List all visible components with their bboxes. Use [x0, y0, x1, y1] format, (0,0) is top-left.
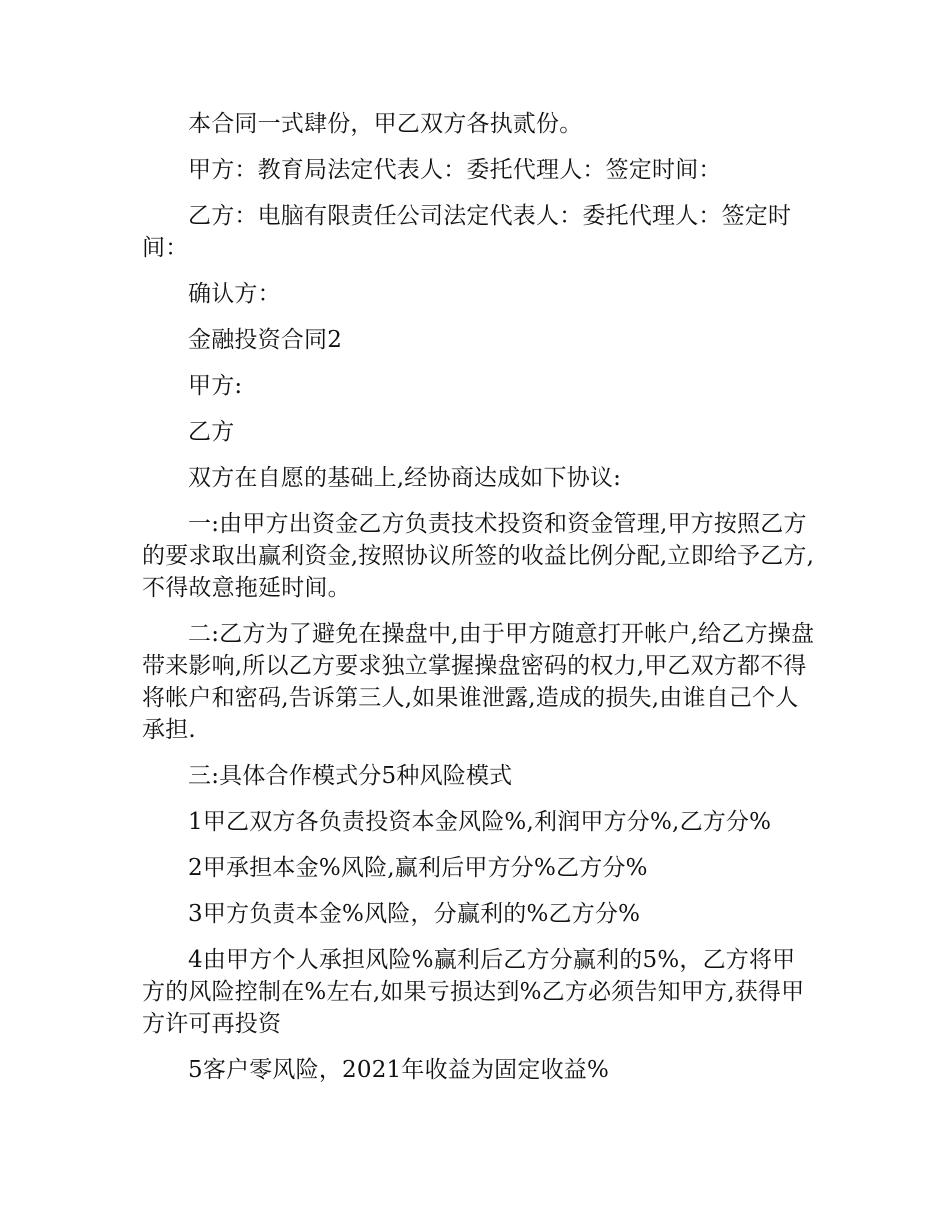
clause-3: 三:具体合作模式分5种风险模式: [188, 763, 513, 789]
paragraph-party-a-signature: 甲方：教育局法定代表人：委托代理人：签定时间：: [188, 157, 722, 183]
party-b-label: 乙方: [188, 419, 235, 445]
risk-mode-2: 2甲承担本金%风险,赢利后甲方分%乙方分%: [188, 855, 648, 881]
clause-2: 二:乙方为了避免在操盘中,由于甲方随意打开帐户,给乙方操盘带来影响,所以乙方要求独立掌握操盘密码的权力,甲乙双方都不得将帐户和密码,告诉第三人,如果谁泄露,造成的损失,由谁自己个人承担.: [142, 621, 815, 743]
paragraph-confirming-party: 确认方：: [188, 281, 281, 307]
risk-mode-3: 3甲方负责本金%风险，分赢利的%乙方分%: [188, 901, 641, 927]
paragraph-copies: 本合同一式肆份，甲乙双方各执贰份。: [188, 111, 583, 137]
contract-title: 金融投资合同2: [188, 327, 343, 353]
risk-mode-5: 5客户零风险，2021年收益为固定收益%: [188, 1057, 610, 1083]
risk-mode-1: 1甲乙双方各负责投资本金风险%,利润甲方分%,乙方分%: [188, 809, 772, 835]
agreement-intro: 双方在自愿的基础上,经协商达成如下协议:: [188, 465, 622, 491]
party-a-label: 甲方:: [188, 373, 243, 399]
clause-1: 一:由甲方出资金乙方负责技术投资和资金管理,甲方按照乙方的要求取出赢利资金,按照协议所签的收益比例分配,立即给予乙方,不得故意拖延时间。: [142, 511, 815, 601]
document-body: [142, 108, 817, 1100]
paragraph-party-b-signature: 乙方：电脑有限责任公司法定代表人：委托代理人：签定时间：: [142, 203, 792, 261]
risk-mode-4: 4由甲方个人承担风险%赢利后乙方分赢利的5%，乙方将甲方的风险控制在%左右,如果亏损达到%乙方必须告知甲方,获得甲方许可再投资: [142, 947, 805, 1037]
